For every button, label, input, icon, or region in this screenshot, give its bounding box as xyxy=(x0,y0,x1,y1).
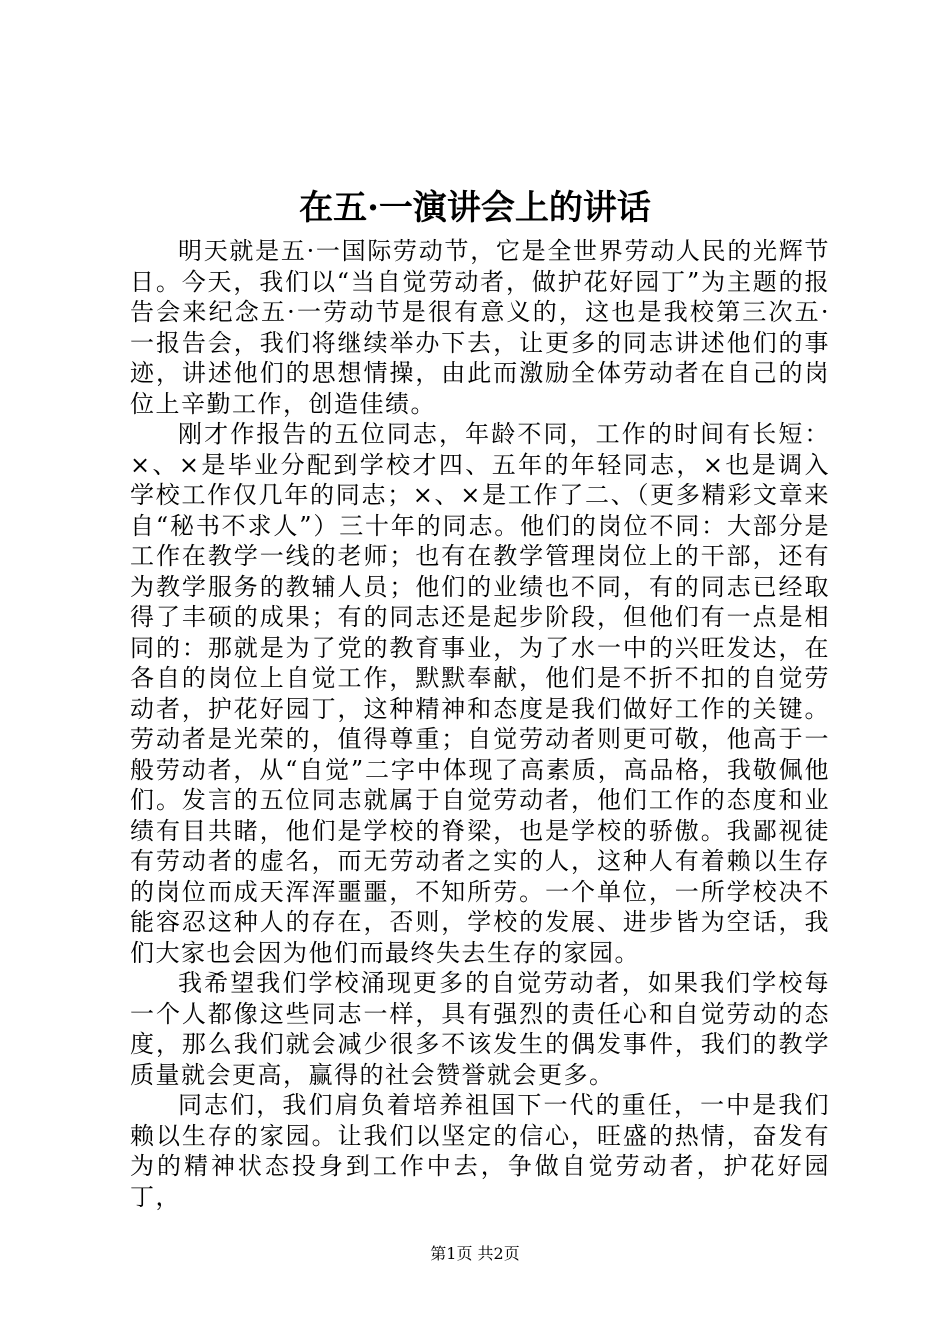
page-number-footer: 第1页 共2页 xyxy=(430,1244,520,1263)
paragraph-4: 同志们，我们肩负着培养祖国下一代的重任，一中是我们赖以生存的家园。让我们以坚定的信心，旺盛的热情，奋发有为的精神状态投身到工作中去，争做自觉劳动者，护花好园丁， xyxy=(130,1091,830,1211)
paragraph-3: 我希望我们学校涌现更多的自觉劳动者，如果我们学校每一个人都像这些同志一样，具有强烈的责任心和自觉劳动的态度，那么我们就会减少很多不该发生的偶发事件，我们的教学质量就会更高，赢得的社会赞誉就会更多。 xyxy=(130,969,830,1089)
paragraph-1: 明天就是五·一国际劳动节，它是全世界劳动人民的光辉节日。今天，我们以“当自觉劳动者，做护花好园丁”为主题的报告会来纪念五·一劳动节是很有意义的，这也是我校第三次五·一报告会，我们将继续举办下去，让更多的同志讲述他们的事迹，讲述他们的思想情操，由此而激励全体劳动者在自己的岗位上辛勤工作，创造佳绩。 xyxy=(130,237,830,418)
document-body xyxy=(130,236,830,1212)
document-title: 在五·一演讲会上的讲话 xyxy=(299,188,651,228)
paragraph-2: 刚才作报告的五位同志，年龄不同，工作的时间有长短：×、×是毕业分配到学校才四、五年的年轻同志，×也是调入学校工作仅几年的同志；×、×是工作了二、（更多精彩文章来自“秘书不求人”）三十年的同志。他们的岗位不同：大部分是工作在教学一线的老师；也有在教学管理岗位上的干部，还有为教学服务的教辅人员；他们的业绩也不同，有的同志已经取得了丰硕的成果；有的同志还是起步阶段，但他们有一点是相同的：那就是为了党的教育事业，为了水一中的兴旺发达，在各自的岗位上自觉工作，默默奉献，他们是不折不扣的自觉劳动者，护花好园丁，这种精神和态度是我们做好工作的关键。劳动者是光荣的，值得尊重；自觉劳动者则更可敬，他高于一般劳动者，从“自觉”二字中体现了高素质，高品格，我敬佩他们。发言的五位同志就属于自觉劳动者，他们工作的态度和业绩有目共睹，他们是学校的脊梁，也是学校的骄傲。我鄙视徒有劳动者的虚名，而无劳动者之实的人，这种人有着赖以生存的岗位而成天浑浑噩噩，不知所劳。一个单位，一所学校决不能容忍这种人的存在，否则，学校的发展、进步皆为空话，我们大家也会因为他们而最终失去生存的家园。 xyxy=(130,420,830,967)
